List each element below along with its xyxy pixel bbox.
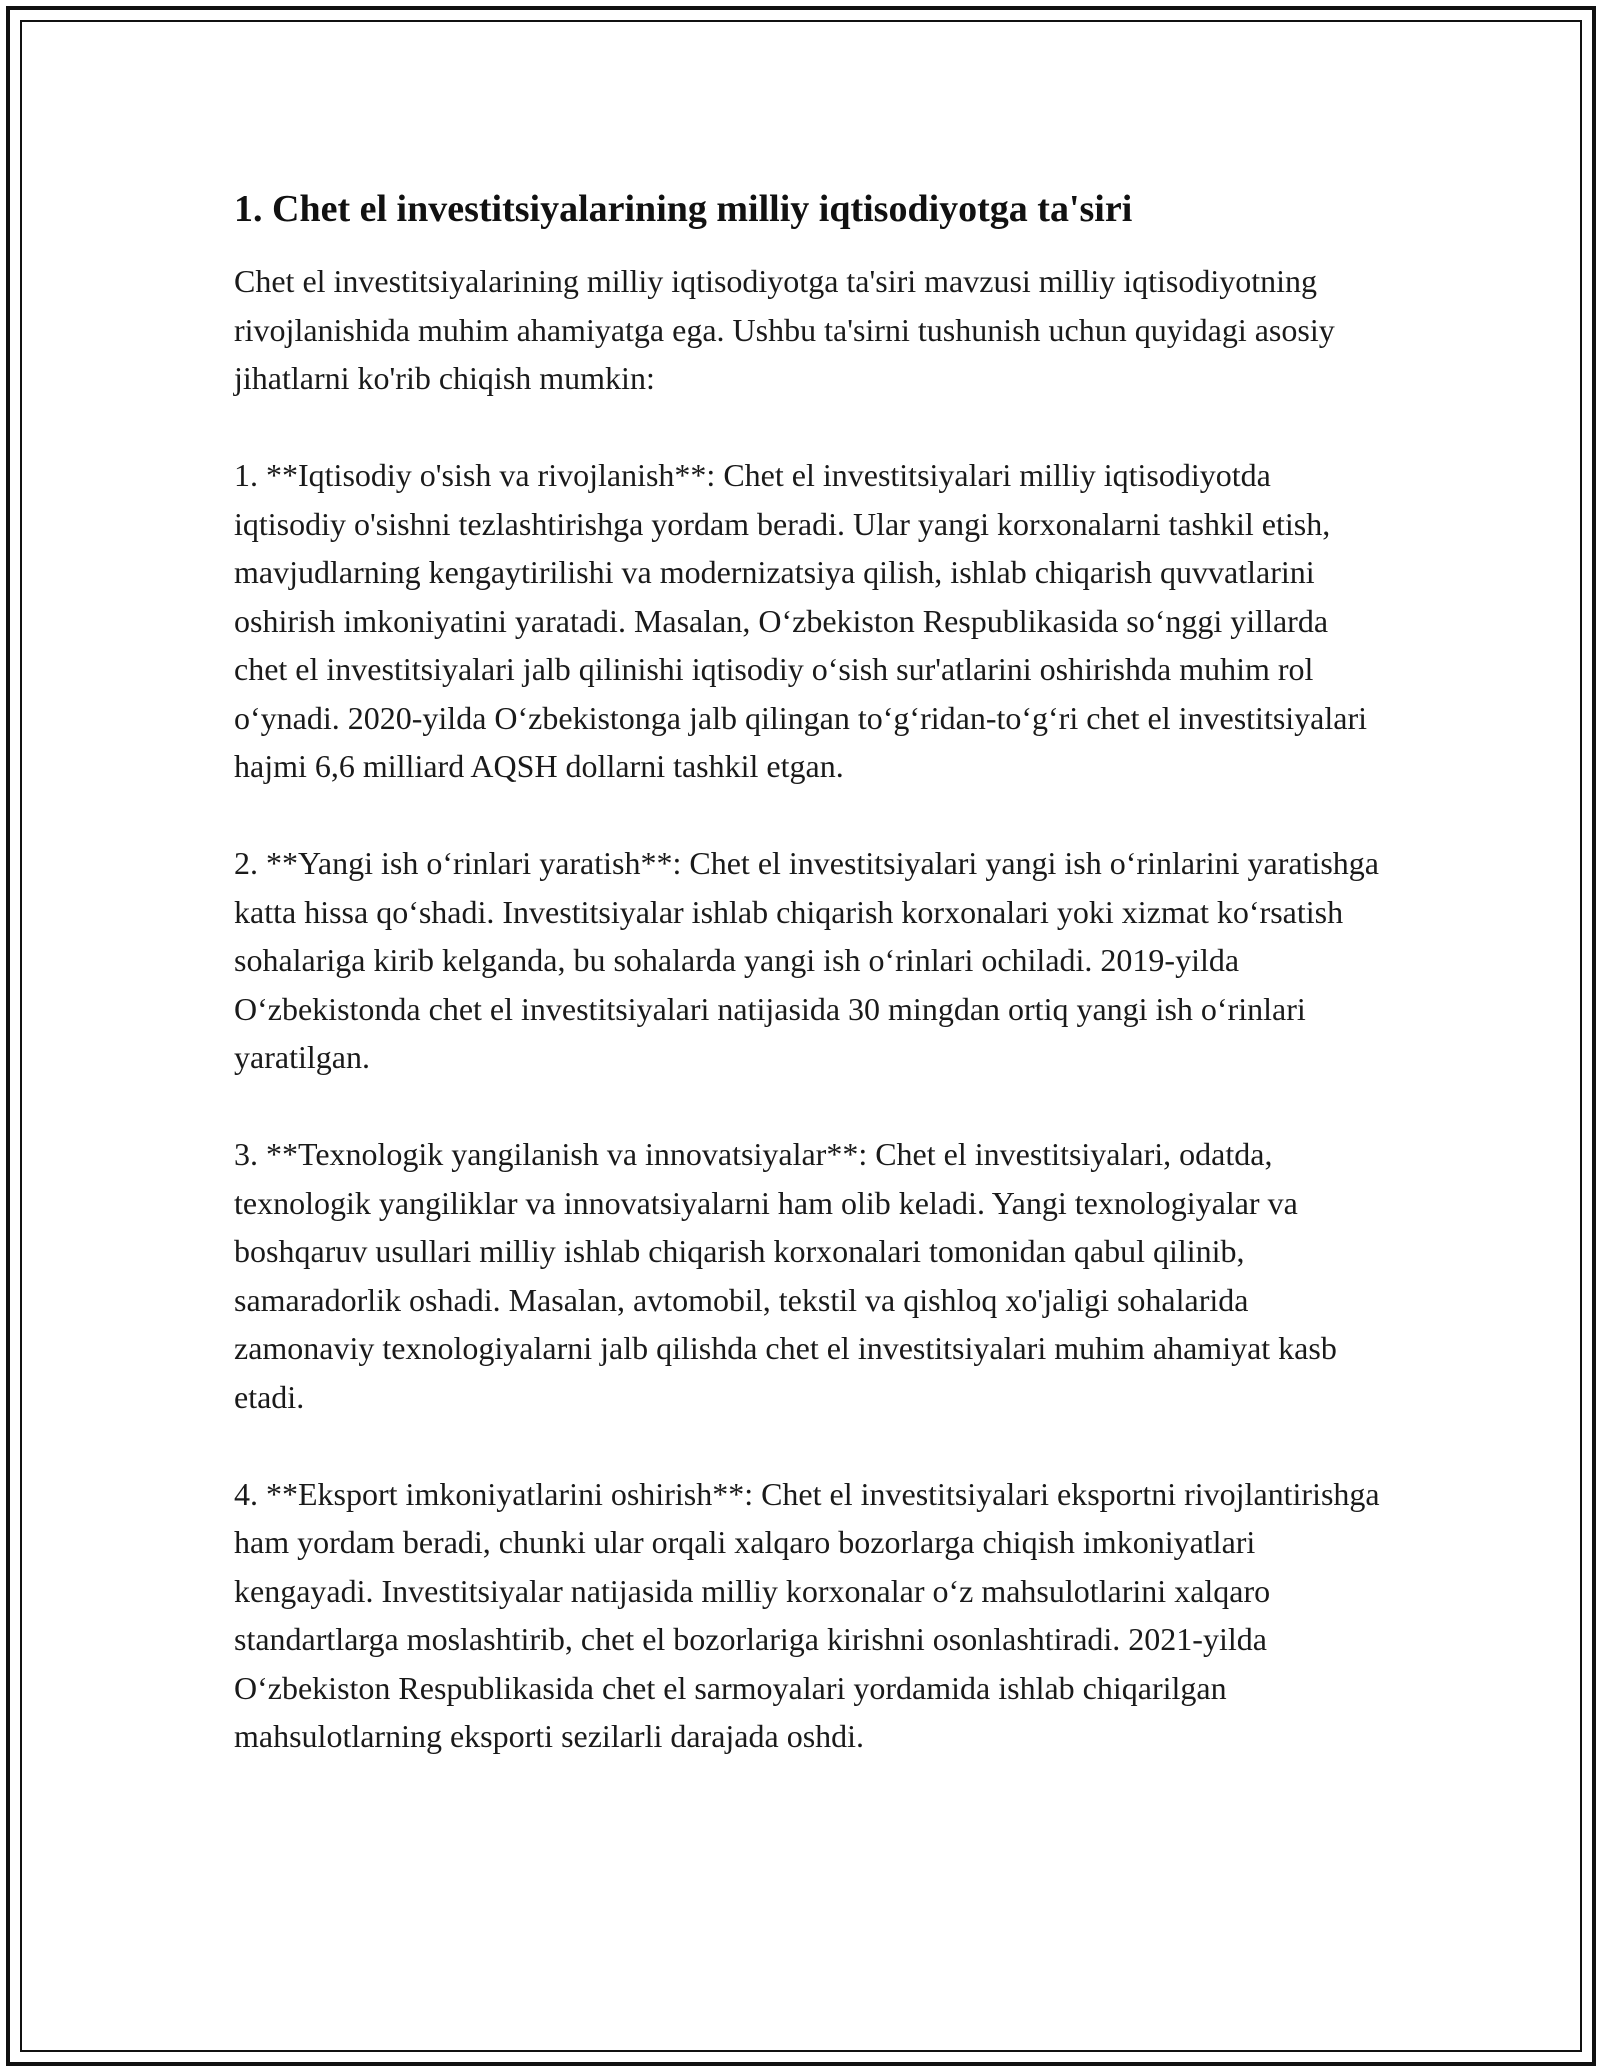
paragraph-economic-growth: 1. **Iqtisodiy o'sish va rivojlanish**: Chet el investitsiyalari milliy iqtisodiyotda iqtisodiy o'sishni tezlashtirishga yordam beradi. Ular yangi korxonalarni tashkil etish, mavjudlarning kengaytirilishi va modernizatsiya qilish, ishlab chiqarish quvvatlarini oshirish imkoniyatini yaratadi. Masalan, O‘zbekiston Respublikasida so‘nggi yillarda chet el investitsiyalari jalb qilinishi iqtisodiy o‘sish sur'atlarini oshirishda muhim rol o‘ynadi. 2020-yilda O‘zbekistonga jalb qilingan to‘g‘ridan-to‘g‘ri chet el investitsiyalari hajmi 6,6 milliard AQSH dollarni tashkil etgan. xyxy=(234,457,1368,784)
paragraph-technology-innovation: 3. **Texnologik yangilanish va innovatsiyalar**: Chet el investitsiyalari, odatda, texnologik yangiliklar va innovatsiyalarni ham olib keladi. Yangi texnologiyalar va boshqaruv usullari milliy ishlab chiqarish korxonalari tomonidan qabul qilinib, samaradorlik oshadi. Masalan, avtomobil, tekstil va qishloq xo'jaligi sohalarida zamonaviy texnologiyalarni jalb qilishda chet el investitsiyalari muhim ahamiyat kasb etadi. xyxy=(234,1136,1337,1415)
paragraph-new-jobs: 2. **Yangi ish o‘rinlari yaratish**: Chet el investitsiyalari yangi ish o‘rinlarini yaratishga katta hissa qo‘shadi. Investitsiyalar ishlab chiqarish korxonalari yoki xizmat ko‘rsatish sohalariga kirib kelganda, bu sohalarda yangi ish o‘rinlari ochiladi. 2019-yilda O‘zbekistonda chet el investitsiyalari natijasida 30 mingdan ortiq yangi ish o‘rinlari yaratilgan. xyxy=(234,845,1379,1075)
paragraph-export-opportunities: 4. **Eksport imkoniyatlarini oshirish**: Chet el investitsiyalari eksportni rivojlantirishga ham yordam beradi, chunki ular orqali xalqaro bozorlarga chiqish imkoniyatlari kengayadi. Investitsiyalar natijasida milliy korxonalar o‘z mahsulotlarini xalqaro standartlarga moslashtirib, chet el bozorlariga kirishni osonlashtiradi. 2021-yilda O‘zbekiston Respublikasida chet el sarmoyalari yordamida ishlab chiqarilgan mahsulotlarning eksporti sezilarli darajada oshdi. xyxy=(234,1475,1380,1754)
intro-paragraph: Chet el investitsiyalarining milliy iqtisodiyotga ta'siri mavzusi milliy iqtisodiyotning rivojlanishida muhim ahamiyatga ega. Ushbu ta'sirni tushunish uchun quyidagi asosiy jihatlarni ko'rib chiqish mumkin: xyxy=(234,263,1335,396)
document-body xyxy=(234,185,1384,1809)
document-title: 1. Chet el investitsiyalarining milliy iqtisodiyotga ta'siri xyxy=(234,188,1133,230)
